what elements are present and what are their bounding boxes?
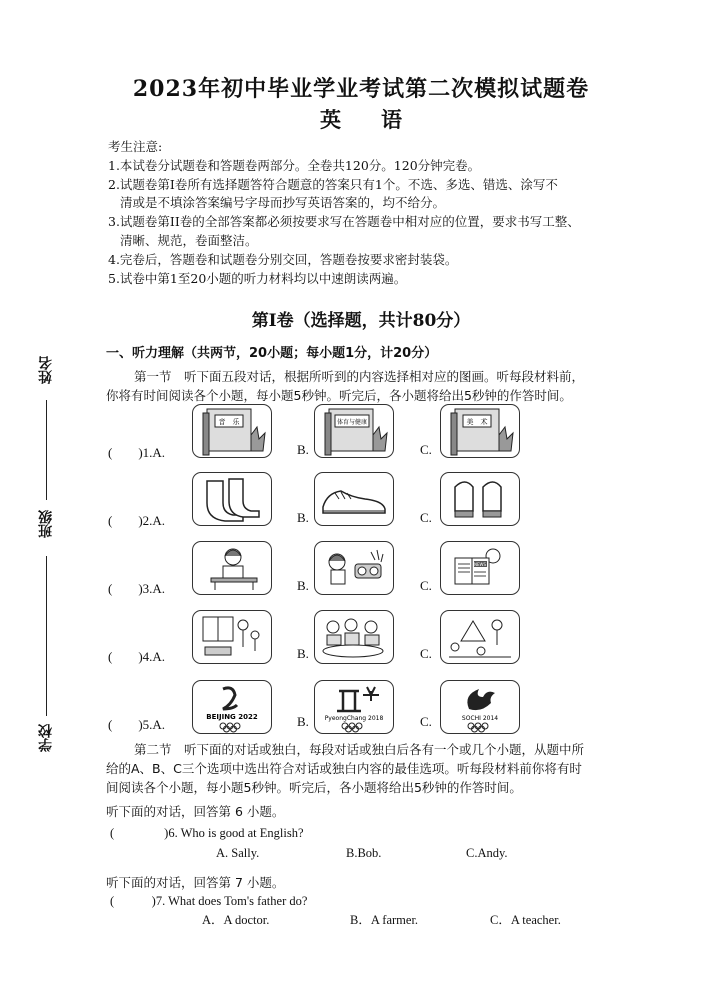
option-c-label: C. xyxy=(420,714,432,729)
option-b-label: B. xyxy=(297,714,309,729)
book-label: 音 乐 xyxy=(218,418,240,426)
notice-item: 4.完卷后，答题卷和试题卷分别交回，答题卷按要求密封装袋。 xyxy=(108,252,458,267)
q7-intro: 听下面的对话，回答第 7 小题。 xyxy=(106,875,285,890)
boy-studying-icon xyxy=(193,542,271,594)
q7-option-b[interactable]: B．A farmer. xyxy=(350,913,419,927)
picture-option[interactable] xyxy=(314,680,394,734)
logo-text: BEIJING 2022 xyxy=(206,713,258,721)
beijing-2022-logo-icon xyxy=(193,681,271,733)
picture-option[interactable] xyxy=(314,610,394,664)
picture-option[interactable] xyxy=(192,472,272,526)
family-home-icon xyxy=(193,611,271,663)
pe-book-icon xyxy=(315,405,393,457)
option-c-label: C. xyxy=(420,646,432,661)
instruction-line: 间阅读各个小题，每小题5秒钟。听完后，各小题将给出5秒钟的作答时间。 xyxy=(106,780,522,795)
subject-title: 英语 xyxy=(320,107,442,132)
camping-icon xyxy=(441,611,519,663)
part1-title: 第Ⅰ卷（选择题，共计80分） xyxy=(251,311,471,331)
reading-newspaper-icon xyxy=(441,542,519,594)
section1-instructions xyxy=(106,367,606,405)
option-c-label: C. xyxy=(420,510,432,525)
option-b-label: B. xyxy=(297,510,309,525)
music-book-icon xyxy=(193,405,271,457)
q6-intro: 听下面的对话，回答第 6 小题。 xyxy=(106,804,285,819)
q6-option-a[interactable]: A. Sally. xyxy=(216,846,260,860)
book-label: 体育与健康 xyxy=(336,419,368,426)
question-number: ( )4.A. xyxy=(108,649,166,664)
newspaper-label: NEWS xyxy=(473,562,487,567)
picture-option[interactable] xyxy=(440,610,520,664)
pyeongchang-2018-logo-icon xyxy=(315,681,393,733)
option-b-label: B. xyxy=(297,578,309,593)
picture-option[interactable] xyxy=(440,472,520,526)
binding-line xyxy=(46,556,47,716)
picture-option[interactable] xyxy=(440,680,520,734)
notice-item: 5.试卷中第1至20小题的听力材料均以中速朗读两遍。 xyxy=(108,271,407,286)
sochi-2014-logo-icon xyxy=(441,681,519,733)
q6-option-c[interactable]: C.Andy. xyxy=(466,846,508,860)
section-heading: 一、听力理解（共两节，20小题；每小题1分，计20分） xyxy=(106,346,438,361)
side-label-class: 班级 xyxy=(38,510,54,538)
family-dinner-icon xyxy=(315,611,393,663)
book-label: 美 术 xyxy=(466,418,488,426)
instruction-line: 第二节 听下面的对话或独白，每段对话或独白后各有一个或几个小题，从题中所 xyxy=(134,742,585,757)
q7-option-a[interactable]: A．A doctor. xyxy=(202,913,270,927)
q7-option-c[interactable]: C．A teacher. xyxy=(490,913,561,927)
picture-option[interactable] xyxy=(314,541,394,595)
gloves-icon xyxy=(441,473,519,525)
instruction-line: 第一节 听下面五段对话，根据所听到的内容选择相对应的图画。听每段材料前， xyxy=(134,369,585,384)
notice-item: 2.试题卷第I卷所有选择题答符合题意的答案只有1个。不选、多选、错选、涂写不 xyxy=(108,177,558,192)
side-label-school: 学校 xyxy=(38,724,54,752)
notice-item: 3.试题卷第II卷的全部答案都必须按要求写在答题卷中相对应的位置，要求书写工整、 xyxy=(108,214,580,229)
side-label-name: 姓名 xyxy=(38,356,54,384)
question-number: ( )2.A. xyxy=(108,513,166,528)
picture-option[interactable] xyxy=(314,404,394,458)
picture-option[interactable] xyxy=(192,610,272,664)
question-number: ( )5.A. xyxy=(108,717,166,732)
boy-radio-icon xyxy=(315,542,393,594)
picture-option[interactable] xyxy=(314,472,394,526)
logo-text: PyeongChang 2018 xyxy=(324,715,384,722)
exam-title: 2023年初中毕业学业考试第二次模拟试题卷 xyxy=(132,76,590,102)
question-number: ( )3.A. xyxy=(108,581,166,596)
q6-option-b[interactable]: B.Bob. xyxy=(346,846,382,860)
notice-item: 1.本试卷分试题卷和答题卷两部分。全卷共120分。120分钟完卷。 xyxy=(108,158,481,173)
picture-option[interactable] xyxy=(192,541,272,595)
question-number: ( )1.A. xyxy=(108,445,166,460)
picture-option[interactable] xyxy=(192,404,272,458)
picture-option[interactable] xyxy=(440,404,520,458)
notice-heading: 考生注意: xyxy=(108,139,163,154)
notice-item: 清晰、规范，卷面整洁。 xyxy=(120,233,258,248)
picture-option[interactable] xyxy=(440,541,520,595)
option-b-label: B. xyxy=(297,442,309,457)
q6-question: ( )6. Who is good at English? xyxy=(110,826,304,840)
instruction-line: 你将有时间阅读各个小题，每小题5秒钟。听完后，各小题将给出5秒钟的作答时间。 xyxy=(106,388,572,403)
option-c-label: C. xyxy=(420,578,432,593)
binding-line xyxy=(46,400,47,500)
notice-item: 清或是不填涂答案编号字母而抄写英语答案的，均不给分。 xyxy=(120,195,446,210)
socks-icon xyxy=(193,473,271,525)
q7-question: ( )7. What does Tom's father do? xyxy=(110,894,308,908)
instruction-line: 给的A、B、C三个选项中选出符合对话或独白内容的最佳选项。听每段材料前你将有时 xyxy=(106,761,582,776)
logo-text: SOCHI 2014 xyxy=(461,715,499,722)
option-b-label: B. xyxy=(297,646,309,661)
picture-option[interactable] xyxy=(192,680,272,734)
section2-instructions xyxy=(106,740,606,797)
art-book-icon xyxy=(441,405,519,457)
shoes-icon xyxy=(315,473,393,525)
option-c-label: C. xyxy=(420,442,432,457)
